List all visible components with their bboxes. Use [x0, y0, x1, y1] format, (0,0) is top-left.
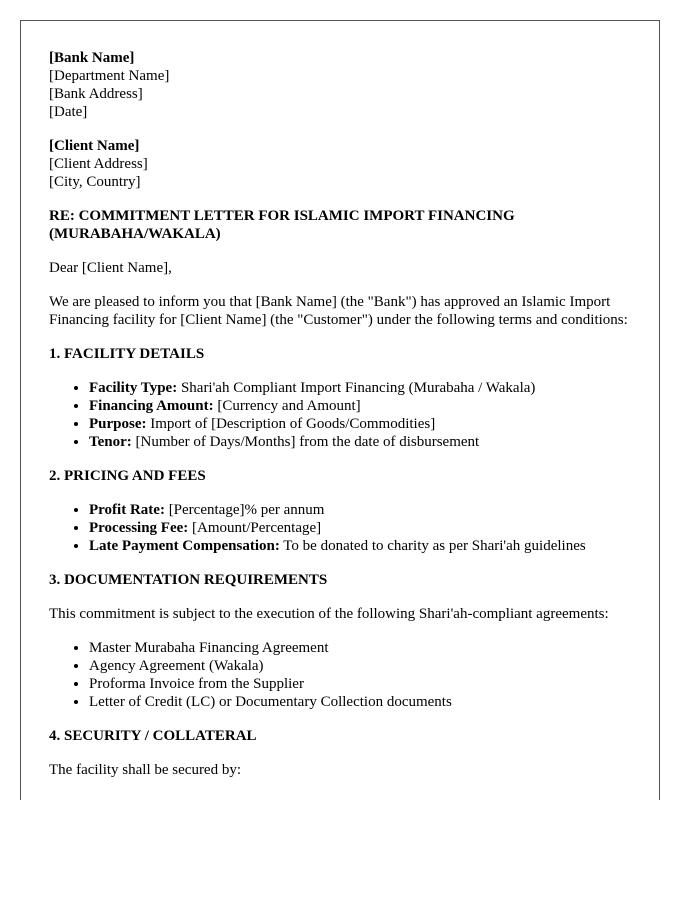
- client-address-block: [49, 137, 631, 191]
- list-item: • Agency Agreement (Wakala): [89, 657, 631, 675]
- list-item: [89, 501, 631, 519]
- client-address: [Client Address]: [49, 156, 148, 172]
- letter-subject: RE: COMMITMENT LETTER FOR ISLAMIC IMPORT FINANCING (MURABAHA/WAKALA): [49, 208, 515, 242]
- bank-address: [Bank Address]: [49, 86, 143, 102]
- list-item: [89, 415, 631, 433]
- section-heading-pricing: 2. PRICING AND FEES: [49, 468, 206, 484]
- list-item: • Proforma Invoice from the Supplier: [89, 675, 631, 693]
- item-value: [Percentage]% per annum: [164, 502, 325, 518]
- documentation-intro: This commitment is subject to the execution of the following Shari'ah-compliant agreements:: [49, 606, 609, 622]
- salutation: Dear [Client Name],: [49, 260, 172, 276]
- documentation-list: [49, 639, 631, 711]
- item-label: Financing Amount:: [89, 398, 214, 414]
- list-item: • Letter of Credit (LC) or Documentary Collection documents: [89, 693, 631, 711]
- letter-date: [Date]: [49, 104, 88, 120]
- item-label: Facility Type:: [89, 380, 178, 396]
- client-name: [Client Name]: [49, 138, 140, 154]
- letter-content: [21, 21, 659, 779]
- security-intro: The facility shall be secured by:: [49, 762, 242, 778]
- bank-name: [Bank Name]: [49, 50, 135, 66]
- section-heading-security: 4. SECURITY / COLLATERAL: [49, 728, 257, 744]
- letter-page: [20, 20, 660, 800]
- list-item: [89, 379, 631, 397]
- item-value: [Amount/Percentage]: [188, 520, 322, 536]
- bank-department: [Department Name]: [49, 68, 170, 84]
- item-label: Processing Fee:: [89, 520, 189, 536]
- list-item: [89, 397, 631, 415]
- item-label: Purpose:: [89, 416, 147, 432]
- facility-details-list: [49, 379, 631, 451]
- list-item: [89, 519, 631, 537]
- item-value: Shari'ah Compliant Import Financing (Murabaha / Wakala): [177, 380, 536, 396]
- item-label: Profit Rate:: [89, 502, 165, 518]
- item-label: Late Payment Compensation:: [89, 538, 280, 554]
- section-heading-documentation: 3. DOCUMENTATION REQUIREMENTS: [49, 572, 328, 588]
- item-value: [Currency and Amount]: [213, 398, 361, 414]
- bank-address-block: [49, 49, 631, 121]
- intro-paragraph: We are pleased to inform you that [Bank Name] (the "Bank") has approved an Islamic Import Financing facility for [Client Name] (the "Customer") under the following terms and conditions:: [49, 294, 628, 328]
- client-city: [City, Country]: [49, 174, 141, 190]
- list-item: • Master Murabaha Financing Agreement: [89, 639, 631, 657]
- list-item: [89, 537, 631, 555]
- section-heading-facility: 1. FACILITY DETAILS: [49, 346, 205, 362]
- list-item: [89, 433, 631, 451]
- pricing-list: [49, 501, 631, 555]
- item-value: To be donated to charity as per Shari'ah guidelines: [279, 538, 586, 554]
- item-value: [Number of Days/Months] from the date of disbursement: [131, 434, 480, 450]
- item-value: Import of [Description of Goods/Commodities]: [146, 416, 436, 432]
- item-label: Tenor:: [89, 434, 132, 450]
